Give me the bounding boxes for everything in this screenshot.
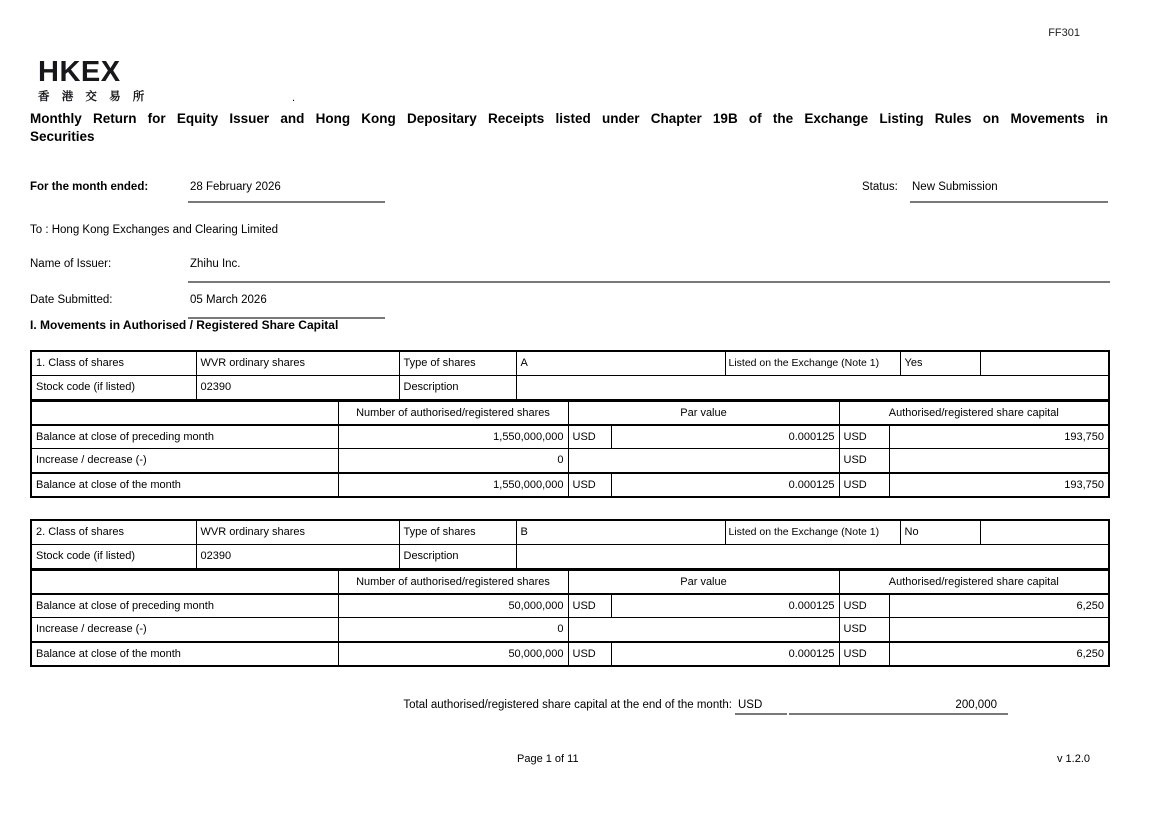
shares-value: 1,550,000,000 <box>338 425 568 449</box>
row-label: Balance at close of preceding month <box>31 425 338 449</box>
shares-value: 1,550,000,000 <box>338 473 568 497</box>
stock-code-value: 02390 <box>196 375 399 399</box>
par-currency: USD <box>568 642 611 666</box>
page-title-line2: Securities <box>30 128 95 144</box>
hkex-logo <box>38 57 149 104</box>
class-of-shares-value: WVR ordinary shares <box>196 351 399 375</box>
capital-currency: USD <box>839 473 889 497</box>
listed-on-exchange-value: Yes <box>900 351 980 375</box>
shares-column-header: Number of authorised/registered shares <box>338 401 568 425</box>
status-label: Status: <box>862 181 898 193</box>
table-row <box>31 594 1109 618</box>
stock-code-label: Stock code (if listed) <box>31 375 196 399</box>
row-label: Balance at close of the month <box>31 473 338 497</box>
type-of-shares-value: A <box>516 351 725 375</box>
shares-value: 50,000,000 <box>338 642 568 666</box>
description-value <box>516 544 1109 568</box>
description-value <box>516 375 1109 399</box>
row-label: Balance at close of the month <box>31 642 338 666</box>
share-class-table-1 <box>30 350 1108 498</box>
share-class-table-1-info <box>30 350 1110 400</box>
row-label: Increase / decrease (-) <box>31 449 338 473</box>
month-ended-underline <box>188 201 385 203</box>
shares-column-header: Number of authorised/registered shares <box>338 570 568 594</box>
shares-value: 0 <box>338 618 568 642</box>
capital-column-header: Authorised/registered share capital <box>839 401 1109 425</box>
empty-cell <box>31 401 338 425</box>
share-class-table-1-figures <box>30 400 1110 498</box>
section-heading: I. Movements in Authorised / Registered Share Capital <box>30 318 339 332</box>
shares-value: 0 <box>338 449 568 473</box>
par-currency: USD <box>568 473 611 497</box>
capital-currency: USD <box>839 594 889 618</box>
capital-currency: USD <box>839 449 889 473</box>
empty-cell <box>31 570 338 594</box>
type-of-shares-label: Type of shares <box>399 351 516 375</box>
stock-code-label: Stock code (if listed) <box>31 544 196 568</box>
listed-on-exchange-label: Listed on the Exchange (Note 1) <box>725 520 900 544</box>
par-value-column-header: Par value <box>568 401 839 425</box>
capital-currency: USD <box>839 642 889 666</box>
shares-value: 50,000,000 <box>338 594 568 618</box>
date-submitted-label: Date Submitted: <box>30 294 113 306</box>
type-of-shares-label: Type of shares <box>399 520 516 544</box>
capital-value: 193,750 <box>889 473 1109 497</box>
empty-cell <box>568 449 839 473</box>
type-of-shares-value: B <box>516 520 725 544</box>
par-currency: USD <box>568 425 611 449</box>
hkex-logo-text: HKEX <box>38 56 121 88</box>
row-label: Increase / decrease (-) <box>31 618 338 642</box>
stray-dot: . <box>292 92 296 104</box>
form-code: FF301 <box>1048 27 1080 39</box>
total-capital-label: Total authorised/registered share capital at the end of the month: <box>403 699 732 711</box>
issuer-label: Name of Issuer: <box>30 258 112 270</box>
table-row <box>31 473 1109 497</box>
total-capital-currency: USD <box>738 699 763 711</box>
total-currency-underline <box>735 713 787 715</box>
page-title <box>30 110 1108 145</box>
capital-column-header: Authorised/registered share capital <box>839 570 1109 594</box>
capital-value <box>889 449 1109 473</box>
page-title-line1: Monthly Return for Equity Issuer and Hong Kong Depositary Receipts listed under Chapter 19B of the Exchange Listing Rules on Movements in <box>30 111 1108 126</box>
capital-value: 6,250 <box>889 642 1109 666</box>
status-value: New Submission <box>912 181 998 193</box>
version-number: v 1.2.0 <box>1057 753 1091 765</box>
total-value-underline <box>789 713 1008 715</box>
capital-value: 193,750 <box>889 425 1109 449</box>
share-class-table-2-info <box>30 519 1110 569</box>
par-value: 0.000125 <box>611 594 839 618</box>
total-capital-value: 200,000 <box>955 699 997 711</box>
class-of-shares-label: 2. Class of shares <box>31 520 196 544</box>
table-row <box>31 449 1109 473</box>
table-row <box>31 618 1109 642</box>
capital-currency: USD <box>839 425 889 449</box>
month-ended-value: 28 February 2026 <box>190 181 281 193</box>
class-of-shares-label: 1. Class of shares <box>31 351 196 375</box>
description-label: Description <box>399 375 516 399</box>
capital-value <box>889 618 1109 642</box>
table-row <box>31 425 1109 449</box>
stock-code-value: 02390 <box>196 544 399 568</box>
row-label: Balance at close of preceding month <box>31 594 338 618</box>
issuer-value: Zhihu Inc. <box>190 258 241 270</box>
listed-on-exchange-label: Listed on the Exchange (Note 1) <box>725 351 900 375</box>
capital-currency: USD <box>839 618 889 642</box>
issuer-underline <box>188 281 1110 283</box>
table-row <box>31 642 1109 666</box>
month-ended-label: For the month ended: <box>30 181 149 193</box>
page-number: Page 1 of 11 <box>517 753 579 765</box>
status-underline <box>910 201 1108 203</box>
date-submitted-value: 05 March 2026 <box>190 294 267 306</box>
par-currency: USD <box>568 594 611 618</box>
description-label: Description <box>399 544 516 568</box>
class-of-shares-value: WVR ordinary shares <box>196 520 399 544</box>
empty-cell <box>980 351 1109 375</box>
par-value-column-header: Par value <box>568 570 839 594</box>
share-class-table-2 <box>30 519 1108 667</box>
listed-on-exchange-value: No <box>900 520 980 544</box>
par-value: 0.000125 <box>611 473 839 497</box>
share-class-table-2-figures <box>30 569 1110 667</box>
capital-value: 6,250 <box>889 594 1109 618</box>
par-value: 0.000125 <box>611 642 839 666</box>
par-value: 0.000125 <box>611 425 839 449</box>
addressee-line: To : Hong Kong Exchanges and Clearing Limited <box>30 224 279 236</box>
empty-cell <box>568 618 839 642</box>
hkex-logo-chinese: 香 港 交 易 所 <box>38 91 149 103</box>
empty-cell <box>980 520 1109 544</box>
